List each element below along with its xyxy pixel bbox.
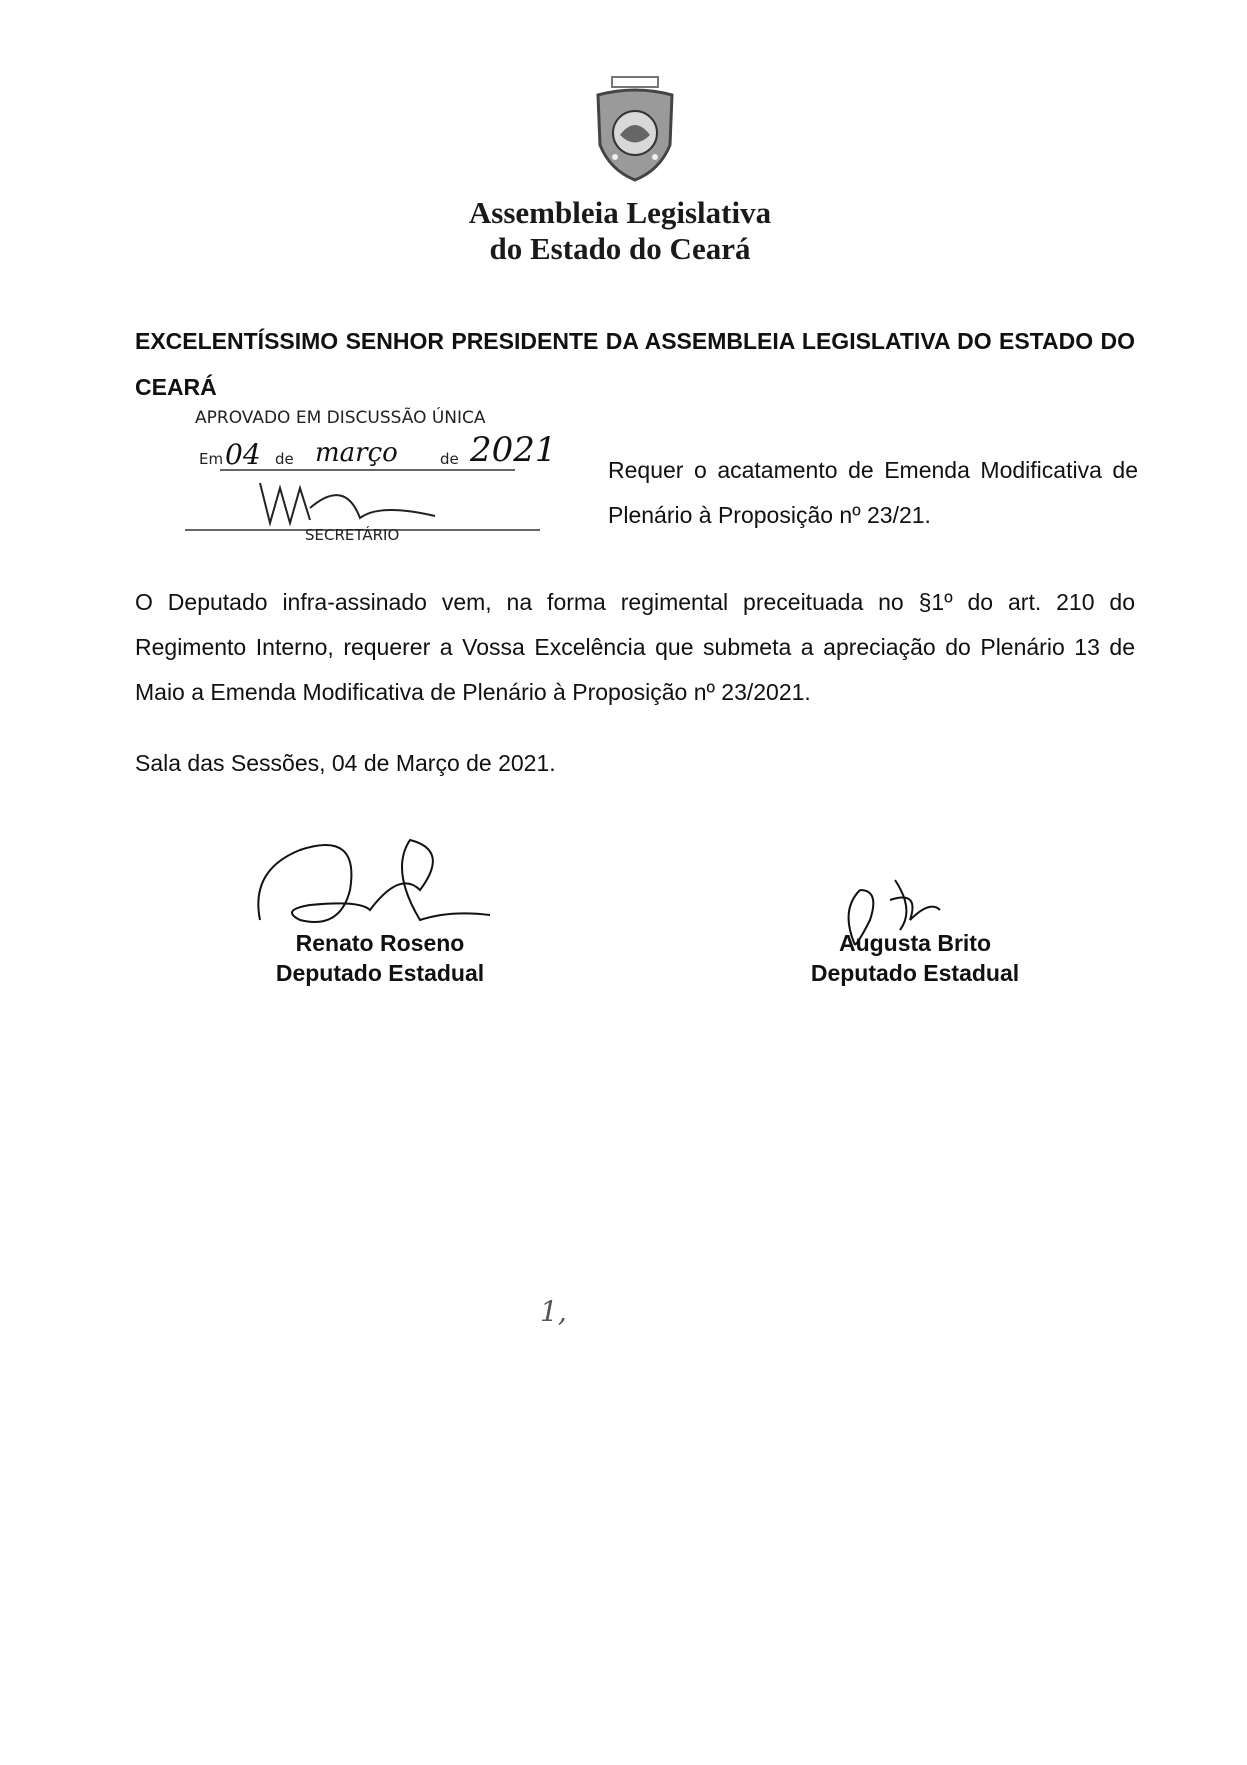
- stamp-de-label-2: de: [440, 450, 459, 468]
- approval-stamp: [185, 408, 585, 548]
- signatory-block-1: [240, 928, 520, 988]
- signatory-title: Deputado Estadual: [810, 960, 1020, 986]
- request-subject: Requer o acatamento de Emenda Modificativa de Plenário à Proposição nº 23/21.: [608, 457, 1138, 528]
- institution-line-2: do Estado do Ceará: [489, 231, 751, 266]
- request-body: O Deputado infra-assinado vem, na forma regimental preceituada no §1º do art. 210 do Regimento Interno, requerer a Vossa Excelência que submeta a apreciação do Plenário 13 de Maio a Emenda Modificativa de Plenário à Proposição nº 23/2021.: [135, 589, 1135, 705]
- institution-line-1: Assembleia Legislativa: [468, 195, 772, 230]
- stamp-approved-text: APROVADO EM DISCUSSÃO ÚNICA: [195, 408, 486, 428]
- signatory-name: Renato Roseno: [295, 930, 465, 956]
- stamp-em-label: Em: [199, 450, 224, 468]
- stamp-day: 04: [225, 438, 261, 471]
- stamp-de-label-1: de: [275, 450, 294, 468]
- institution-name: [400, 195, 840, 267]
- state-coat-of-arms-icon: [590, 75, 680, 185]
- stamp-secretary-label: SECRETÁRIO: [305, 526, 400, 544]
- signatory-title: Deputado Estadual: [275, 960, 485, 986]
- page-mark: 1,: [540, 1295, 567, 1328]
- session-date: Sala das Sessões, 04 de Março de 2021.: [135, 750, 556, 776]
- signatory-block-2: [765, 928, 1065, 988]
- stamp-year: 2021: [470, 430, 557, 470]
- signatory-name: Augusta Brito: [838, 930, 992, 956]
- address-heading: EXCELENTÍSSIMO SENHOR PRESIDENTE DA ASSEMBLEIA LEGISLATIVA DO ESTADO DO CEARÁ: [135, 328, 1135, 400]
- stamp-month: março: [315, 438, 398, 468]
